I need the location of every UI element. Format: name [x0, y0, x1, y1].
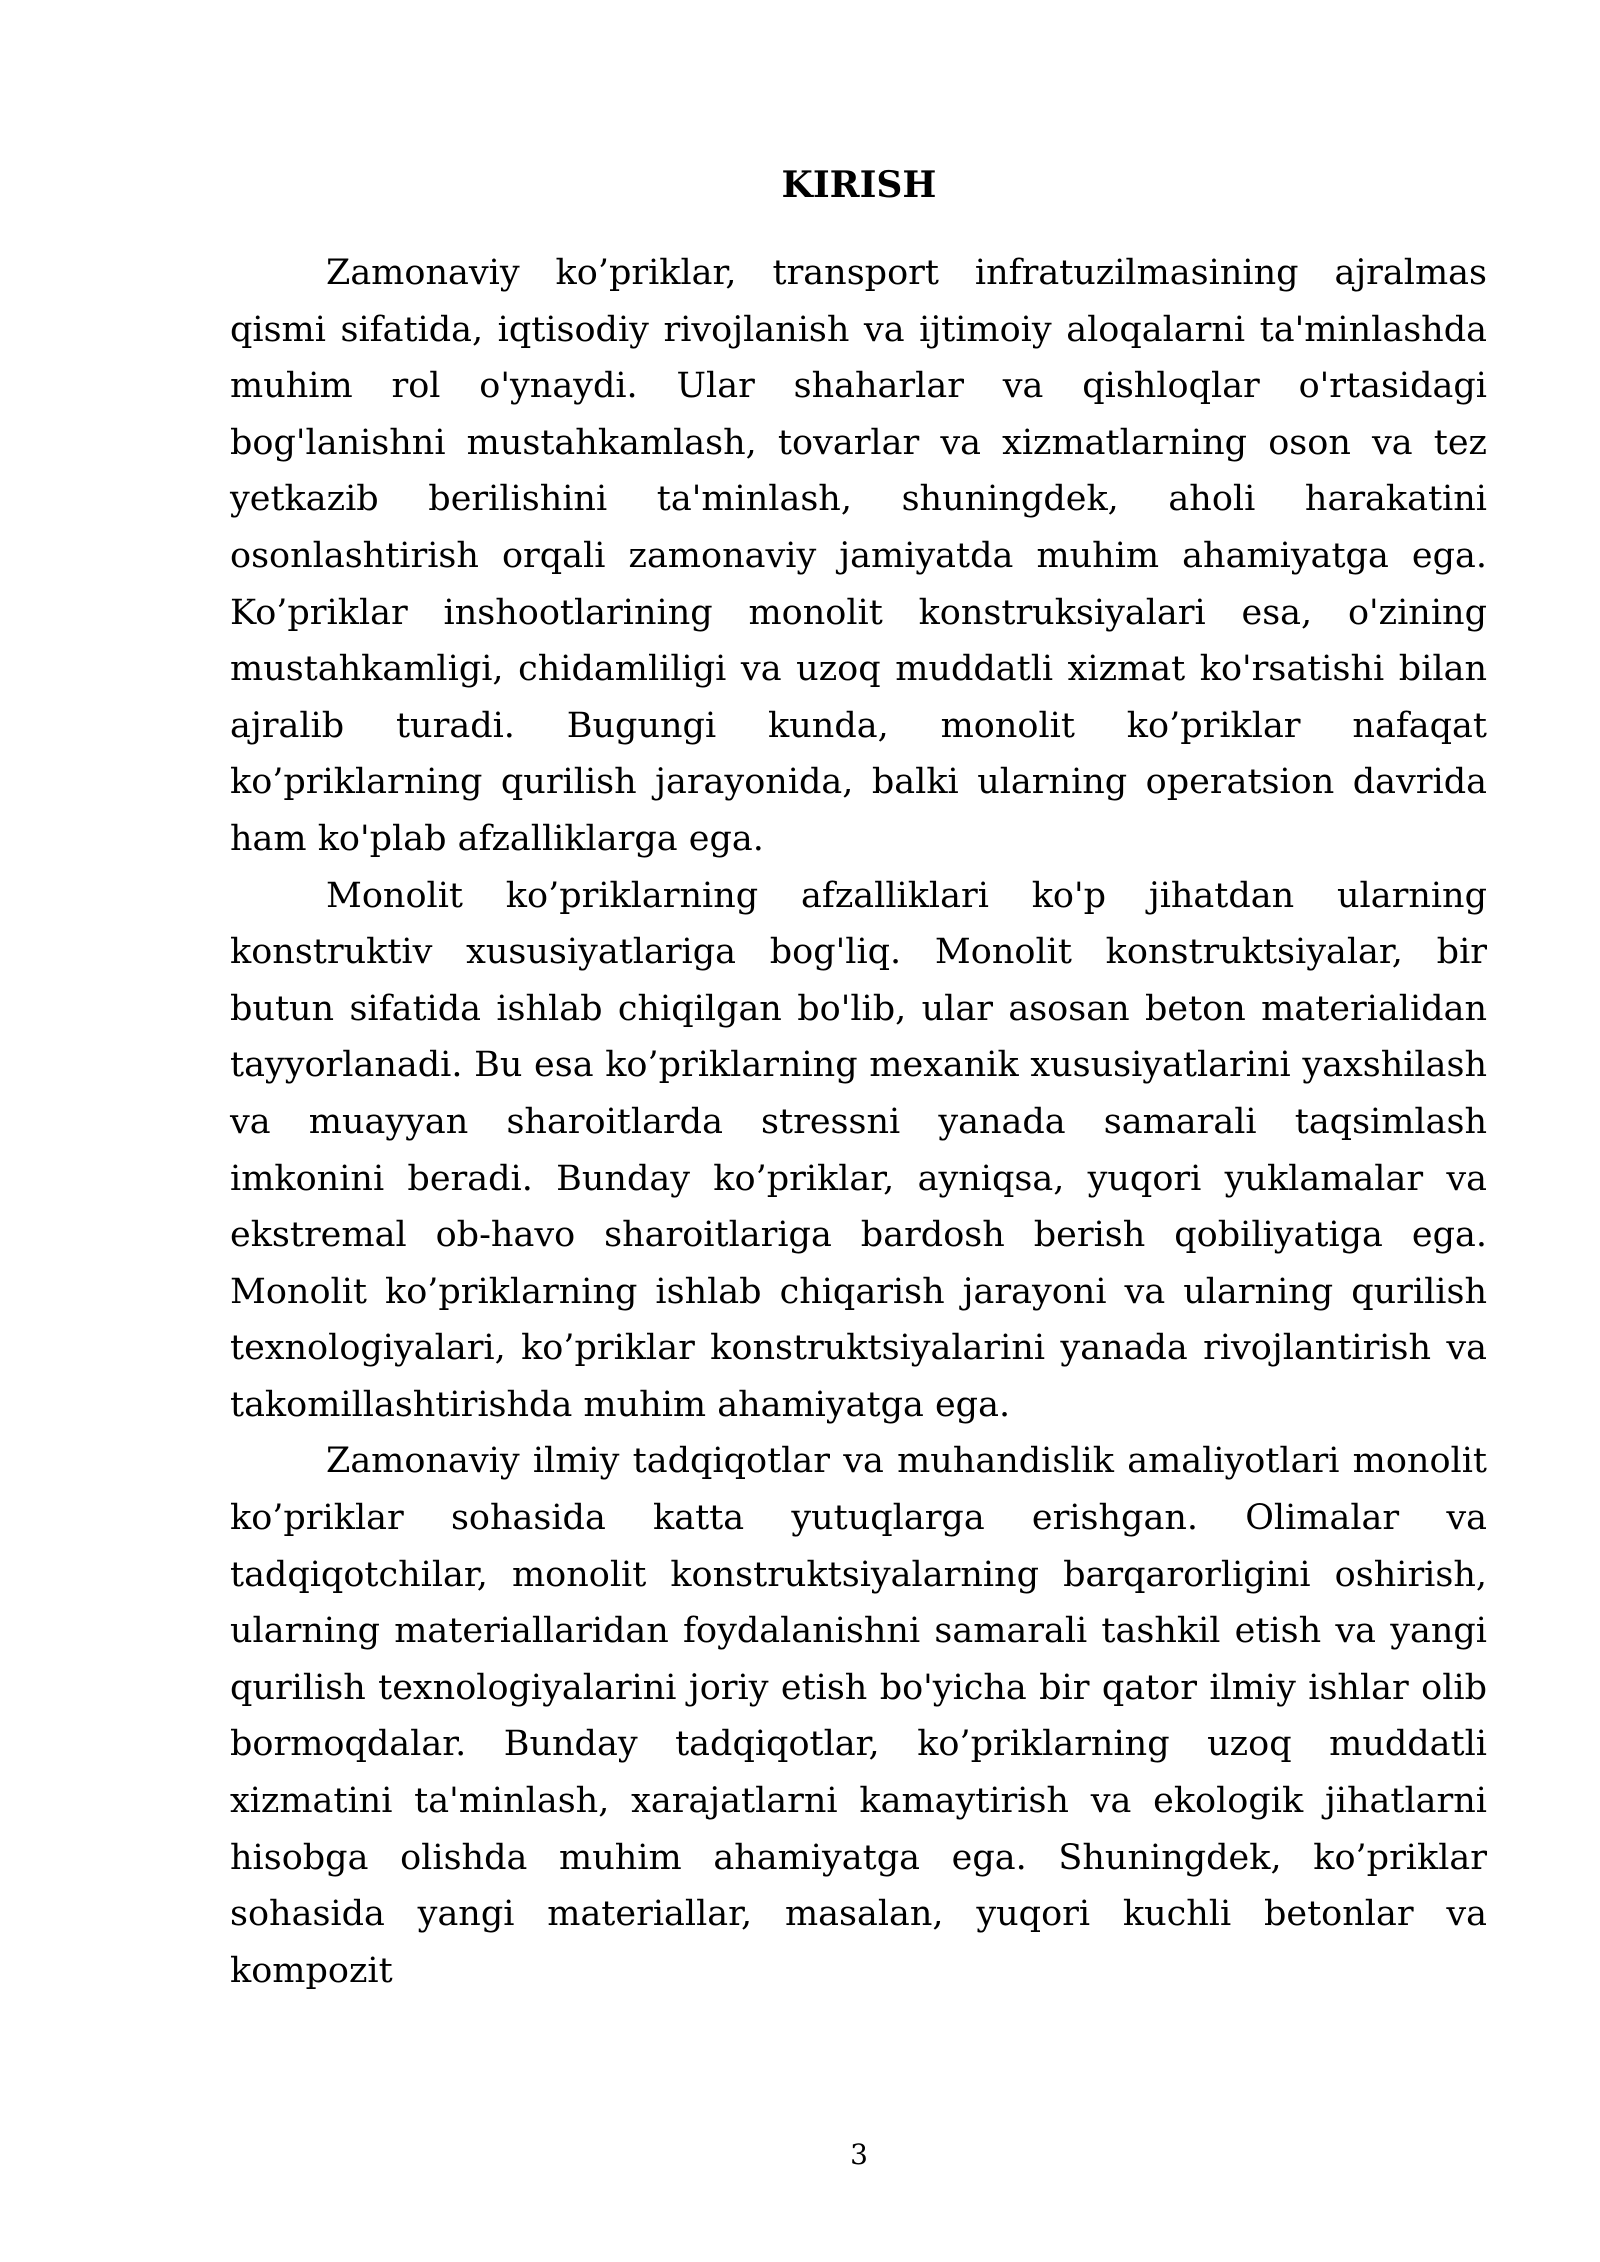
paragraph-2: Monolit ko’priklarning afzalliklari ko'p jihatdan ularning konstruktiv xususiyatlariga bog'liq. Monolit konstruktsiyalar, bir butun sifatida ishlab chiqilgan bo'lib, ular asosan beton materialidan tayyorlanadi. Bu esa ko’priklarning mexanik xususiyatlarini yaxshilash va muayyan sharoitlarda stressni yanada samarali taqsimlash imkonini beradi. Bunday ko’priklar, ayniqsa, yuqori yuklamalar va ekstremal ob-havo sharoitlariga bardosh berish qobiliyatiga ega. Monolit ko’priklarning ishlab chiqarish jarayoni va ularning qurilish texnologiyalari, ko’priklar konstruktsiyalarini yanada rivojlantirish va takomillashtirishda muhim ahamiyatga ega.: [230, 875, 1487, 1425]
page-number: 3: [850, 2138, 868, 2171]
paragraph-1: Zamonaviy ko’priklar, transport infratuzilmasining ajralmas qismi sifatida, iqtisodiy rivojlanish va ijtimoiy aloqalarni ta'minlashda muhim rol o'ynaydi. Ular shaharlar va qishloqlar o'rtasidagi bog'lanishni mustahkamlash, tovarlar va xizmatlarning oson va tez yetkazib berilishini ta'minlash, shuningdek, aholi harakatini osonlashtirish orqali zamonaviy jamiyatda muhim ahamiyatga ega. Ko’priklar inshootlarining monolit konstruksiyalari esa, o'zining mustahkamligi, chidamliligi va uzoq muddatli xizmat ko'rsatishi bilan ajralib turadi. Bugungi kunda, monolit ko’priklar nafaqat ko’priklarning qurilish jarayonida, balki ularning operatsion davrida ham ko'plab afzalliklarga ega.: [230, 253, 1487, 859]
body-text: [230, 245, 1487, 1999]
section-heading: KIRISH: [781, 164, 937, 206]
paragraph-3: Zamonaviy ilmiy tadqiqotlar va muhandislik amaliyotlari monolit ko’priklar sohasida katta yutuqlarga erishgan. Olimalar va tadqiqotchilar, monolit konstruktsiyalarning barqarorligini oshirish, ularning materiallaridan foydalanishni samarali tashkil etish va yangi qurilish texnologiyalarini joriy etish bo'yicha bir qator ilmiy ishlar olib bormoqdalar. Bunday tadqiqotlar, ko’priklarning uzoq muddatli xizmatini ta'minlash, xarajatlarni kamaytirish va ekologik jihatlarni hisobga olishda muhim ahamiyatga ega. Shuningdek, ko’priklar sohasida yangi materiallar, masalan, yuqori kuchli betonlar va kompozit: [230, 1441, 1487, 1991]
